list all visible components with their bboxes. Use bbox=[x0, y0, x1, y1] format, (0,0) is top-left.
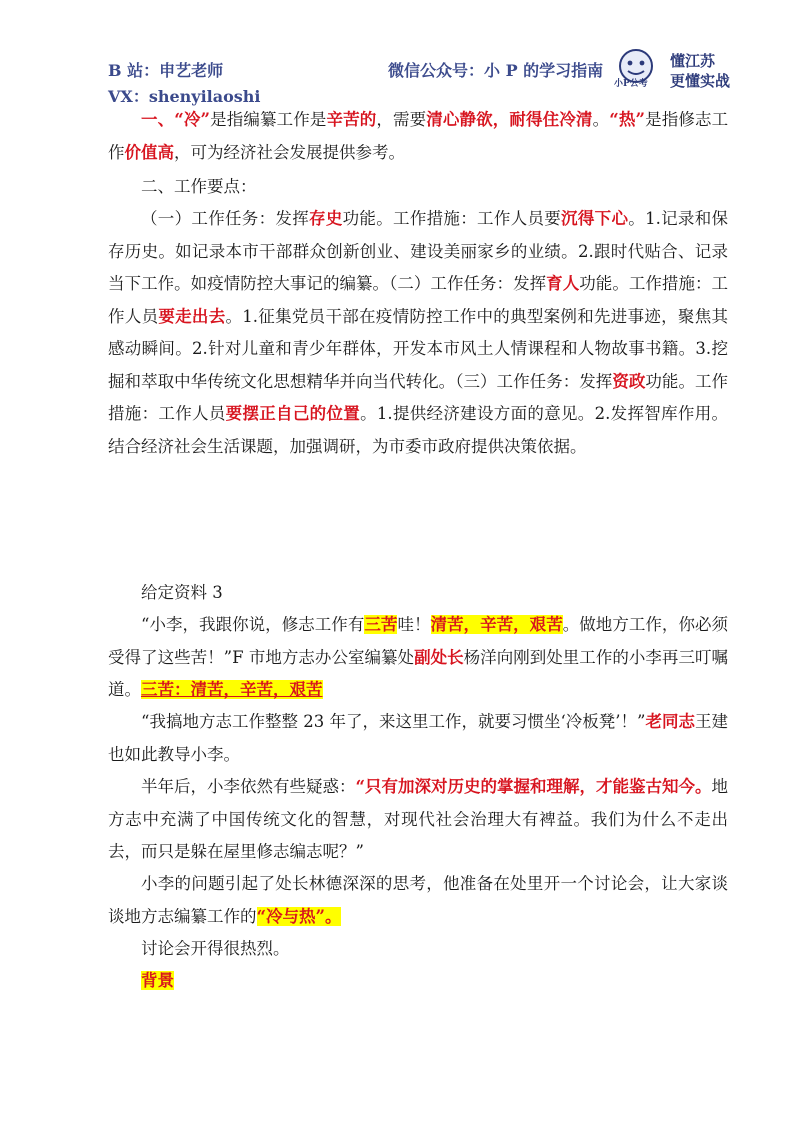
brand-logo-icon bbox=[612, 46, 664, 98]
keyword-educate: 育人 bbox=[546, 274, 580, 293]
keyword-history-understanding: “只有加深对历史的掌握和理解，才能鉴古知今。 bbox=[355, 777, 712, 796]
cold-keyword: “冷” bbox=[174, 110, 210, 129]
note-background: 背景 bbox=[141, 971, 174, 990]
text-run: 。1.提供经济建设方面的意见。2.发挥智库作用。结合经济社会生活课题，加强调研，为市委市政府提供决策依据。 bbox=[108, 404, 728, 456]
logo-brand-text: 小P公考 bbox=[614, 79, 648, 89]
text-run: ，可为经济社会发展提供参考。 bbox=[174, 142, 405, 162]
keyword-hard: 辛苦的 bbox=[326, 110, 377, 129]
text-run: 功能。工作措施：工作人员要 bbox=[342, 209, 562, 228]
work-points-body bbox=[108, 203, 728, 463]
section-number: 一、 bbox=[141, 110, 175, 129]
highlight-hardship-list: 清苦，辛苦，艰苦 bbox=[430, 615, 563, 634]
text-run: 地方志中充满了中国传统文化的智慧，对现代社会治理大有裨益。我们为什么不走出去，而只是躲在屋里修志编志呢？” bbox=[108, 777, 728, 861]
annotation-note-1 bbox=[108, 674, 728, 707]
text-run: 功能。工作措施：工作人员 bbox=[108, 274, 729, 326]
keyword-calm: 清心静欲，耐得住冷清 bbox=[426, 110, 593, 129]
text-run: ，需要 bbox=[376, 110, 427, 129]
text-run: 是指编纂工作是 bbox=[210, 110, 327, 129]
keyword-veteran: 老同志 bbox=[645, 712, 695, 731]
wechat-account: 微信公众号：小 P 的学习指南 bbox=[388, 61, 604, 80]
material-title: 给定资料 3 bbox=[141, 583, 223, 602]
bilibili-handle: B 站：申艺老师 bbox=[108, 61, 224, 80]
text-run: 是指修志工作 bbox=[108, 110, 729, 162]
brand-logo bbox=[612, 46, 742, 98]
work-points-heading: 二、工作要点： bbox=[141, 177, 257, 196]
logo-line1: 懂江苏 bbox=[670, 52, 716, 70]
keyword-archive: 存史 bbox=[309, 209, 343, 228]
vx-handle: VX：shenyilaoshi bbox=[108, 87, 261, 106]
text-run: 王建也如此教导小李。 bbox=[108, 712, 728, 764]
text-run: 小李的问题引起了处长林德深深的思考，他准备在处里开一个讨论会，让大家谈谈地方志编纂工作的 bbox=[108, 874, 728, 926]
text-run: 哇！ bbox=[397, 615, 431, 634]
material-paragraph-4 bbox=[108, 868, 728, 933]
annotation-note-2 bbox=[108, 965, 728, 998]
text-run: （一）工作任务：发挥 bbox=[141, 209, 310, 228]
text-run: 。做地方工作，你必须受得了这些苦！”F 市地方志办公室编纂处 bbox=[108, 615, 729, 667]
text-run: 杨洋向刚到处里工作的小李再三叮嘱道。 bbox=[108, 647, 728, 699]
material-paragraph-2 bbox=[108, 706, 728, 771]
keyword-position: 要摆正自己的位置 bbox=[225, 404, 361, 423]
material-paragraph-3 bbox=[108, 771, 728, 869]
text-run: “小李，我跟你说，修志工作有 bbox=[141, 615, 365, 634]
hot-keyword: “热” bbox=[609, 110, 645, 129]
keyword-value: 价值高 bbox=[124, 142, 174, 162]
material-paragraph-5: 讨论会开得很热烈。 bbox=[141, 939, 290, 958]
text-run: 。1.记录和保存历史。如记录本市干部群众创新创业、建设美丽家乡的业绩。2.跟时代贴合、记录当下工作。如疫情防控大事记的编纂。（二）工作任务：发挥 bbox=[108, 209, 729, 293]
keyword-deputy-director: 副处长 bbox=[414, 647, 464, 667]
text-run: 。 bbox=[592, 110, 610, 129]
text-run: 。1.征集党员干部在疫情防控工作中的典型案例和先进事迹，聚焦其感动瞬间。2.针对儿童和青少年群体，开发本市风土人情课程和人物故事书籍。3.挖掘和萃取中华传统文化思想精华并向当代转化。（三）工作任务：发挥 bbox=[108, 306, 728, 391]
logo-line2: 更懂实战 bbox=[670, 72, 731, 90]
cold-hot-definition bbox=[108, 104, 728, 169]
note-three-hardships: 三苦：清苦，辛苦，艰苦 bbox=[141, 680, 323, 699]
keyword-settle: 沉得下心 bbox=[561, 209, 629, 228]
keyword-go-out: 要走出去 bbox=[158, 306, 226, 326]
text-run: 功能。工作措施：工作人员 bbox=[108, 371, 729, 423]
text-run: 半年后，小李依然有些疑惑： bbox=[141, 777, 356, 796]
text-run: “我搞地方志工作整整 23 年了，来这里工作，就要习惯坐‘冷板凳’！” bbox=[141, 712, 646, 731]
highlight-cold-and-hot: “冷与热”。 bbox=[256, 906, 342, 926]
keyword-govern: 资政 bbox=[612, 371, 646, 391]
highlight-three-hardships: 三苦 bbox=[364, 615, 398, 634]
